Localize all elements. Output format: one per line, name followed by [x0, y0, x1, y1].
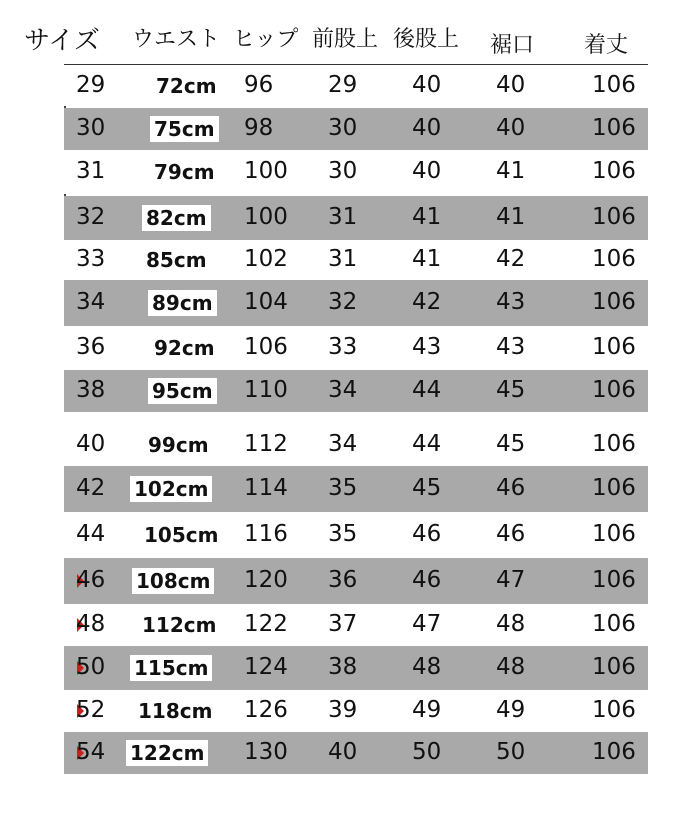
header-front-rise: 前股上	[312, 27, 379, 52]
hem-cell: 48	[496, 611, 526, 637]
waist-cell: 118cm	[138, 699, 213, 723]
table-row	[64, 646, 648, 690]
waist-cell: 92cm	[154, 336, 215, 360]
size-cell: 44	[76, 521, 106, 547]
waist-cell: 115cm	[130, 655, 212, 681]
hem-cell: 46	[496, 521, 526, 547]
table-row	[64, 424, 648, 466]
table-row	[64, 690, 648, 732]
hip-cell: 120	[244, 567, 288, 593]
size-cell: 33	[76, 246, 106, 272]
waist-cell: 75cm	[150, 116, 219, 142]
front-rise-cell: 36	[328, 567, 358, 593]
size-cell: 29	[76, 72, 106, 98]
hip-cell: 112	[244, 431, 288, 457]
back-rise-cell: 49	[412, 697, 442, 723]
front-rise-cell: 34	[328, 431, 358, 457]
hem-cell: 43	[496, 289, 526, 315]
hip-cell: 104	[244, 289, 288, 315]
length-cell: 106	[592, 246, 636, 272]
header-length: 着丈	[584, 33, 629, 58]
table-row	[64, 280, 648, 326]
waist-cell: 82cm	[142, 205, 211, 231]
hip-cell: 110	[244, 377, 288, 403]
waist-cell: 89cm	[148, 290, 217, 316]
back-rise-cell: 44	[412, 431, 442, 457]
table-row	[64, 66, 648, 106]
table-row	[64, 150, 648, 194]
length-cell: 106	[592, 158, 636, 184]
hem-cell: 41	[496, 204, 526, 230]
hem-cell: 50	[496, 739, 526, 765]
back-rise-cell: 41	[412, 246, 442, 272]
size-cell: 31	[76, 158, 106, 184]
length-cell: 106	[592, 289, 636, 315]
back-rise-cell: 45	[412, 475, 442, 501]
front-rise-cell: 35	[328, 475, 358, 501]
table-row	[64, 240, 648, 280]
hem-cell: 40	[496, 72, 526, 98]
size-cell: 42	[76, 475, 106, 501]
header-hem: 裾口	[490, 33, 535, 58]
back-rise-cell: 50	[412, 739, 442, 765]
length-cell: 106	[592, 654, 636, 680]
table-row	[64, 326, 648, 370]
back-rise-cell: 46	[412, 521, 442, 547]
table-row	[64, 558, 648, 604]
size-cell: 52	[76, 697, 106, 723]
table-row	[64, 512, 648, 558]
length-cell: 106	[592, 521, 636, 547]
header-waist: ウエスト	[132, 27, 221, 52]
front-rise-cell: 31	[328, 204, 358, 230]
front-rise-cell: 33	[328, 334, 358, 360]
size-cell: 34	[76, 289, 106, 315]
length-cell: 106	[592, 475, 636, 501]
waist-cell: 99cm	[148, 433, 209, 457]
header-rule	[64, 64, 648, 65]
front-rise-cell: 39	[328, 697, 358, 723]
size-cell: 46	[76, 567, 106, 593]
waist-cell: 102cm	[130, 476, 212, 502]
front-rise-cell: 34	[328, 377, 358, 403]
back-rise-cell: 47	[412, 611, 442, 637]
size-cell: 48	[76, 611, 106, 637]
hip-cell: 100	[244, 204, 288, 230]
hem-cell: 48	[496, 654, 526, 680]
hip-cell: 130	[244, 739, 288, 765]
front-rise-cell: 35	[328, 521, 358, 547]
size-cell: 38	[76, 377, 106, 403]
hip-cell: 114	[244, 475, 288, 501]
hem-cell: 49	[496, 697, 526, 723]
size-cell: 50	[76, 654, 106, 680]
length-cell: 106	[592, 431, 636, 457]
back-rise-cell: 43	[412, 334, 442, 360]
front-rise-cell: 32	[328, 289, 358, 315]
waist-cell: 95cm	[148, 378, 217, 404]
front-rise-cell: 30	[328, 158, 358, 184]
waist-cell: 112cm	[142, 613, 217, 637]
length-cell: 106	[592, 697, 636, 723]
back-rise-cell: 44	[412, 377, 442, 403]
size-cell: 40	[76, 431, 106, 457]
table-row	[64, 196, 648, 240]
table-row	[64, 604, 648, 646]
hem-cell: 45	[496, 431, 526, 457]
front-rise-cell: 29	[328, 72, 358, 98]
length-cell: 106	[592, 739, 636, 765]
length-cell: 106	[592, 72, 636, 98]
waist-cell: 122cm	[126, 740, 208, 766]
table-row	[64, 732, 648, 774]
table-row	[64, 108, 648, 150]
size-cell: 32	[76, 204, 106, 230]
waist-cell: 79cm	[154, 160, 215, 184]
back-rise-cell: 40	[412, 158, 442, 184]
front-rise-cell: 38	[328, 654, 358, 680]
front-rise-cell: 30	[328, 115, 358, 141]
waist-cell: 85cm	[146, 248, 207, 272]
header-back-rise: 後股上	[393, 27, 460, 52]
back-rise-cell: 40	[412, 115, 442, 141]
table-row	[64, 370, 648, 412]
back-rise-cell: 40	[412, 72, 442, 98]
hip-cell: 122	[244, 611, 288, 637]
length-cell: 106	[592, 377, 636, 403]
table-row	[64, 466, 648, 512]
front-rise-cell: 37	[328, 611, 358, 637]
waist-cell: 108cm	[132, 568, 214, 594]
hip-cell: 98	[244, 115, 274, 141]
back-rise-cell: 46	[412, 567, 442, 593]
back-rise-cell: 41	[412, 204, 442, 230]
front-rise-cell: 40	[328, 739, 358, 765]
front-rise-cell: 31	[328, 246, 358, 272]
hem-cell: 40	[496, 115, 526, 141]
hip-cell: 106	[244, 334, 288, 360]
header-size: サイズ	[24, 26, 100, 56]
back-rise-cell: 42	[412, 289, 442, 315]
length-cell: 106	[592, 611, 636, 637]
hip-cell: 100	[244, 158, 288, 184]
waist-cell: 105cm	[144, 523, 219, 547]
hem-cell: 41	[496, 158, 526, 184]
hem-cell: 45	[496, 377, 526, 403]
size-cell: 30	[76, 115, 106, 141]
hip-cell: 116	[244, 521, 288, 547]
hip-cell: 96	[244, 72, 274, 98]
hem-cell: 47	[496, 567, 526, 593]
length-cell: 106	[592, 334, 636, 360]
length-cell: 106	[592, 115, 636, 141]
size-cell: 54	[76, 739, 106, 765]
hip-cell: 102	[244, 246, 288, 272]
hem-cell: 42	[496, 246, 526, 272]
length-cell: 106	[592, 204, 636, 230]
waist-cell: 72cm	[156, 74, 217, 98]
length-cell: 106	[592, 567, 636, 593]
hem-cell: 46	[496, 475, 526, 501]
hem-cell: 43	[496, 334, 526, 360]
header-hip: ヒップ	[233, 27, 299, 52]
back-rise-cell: 48	[412, 654, 442, 680]
hip-cell: 126	[244, 697, 288, 723]
hip-cell: 124	[244, 654, 288, 680]
size-cell: 36	[76, 334, 106, 360]
